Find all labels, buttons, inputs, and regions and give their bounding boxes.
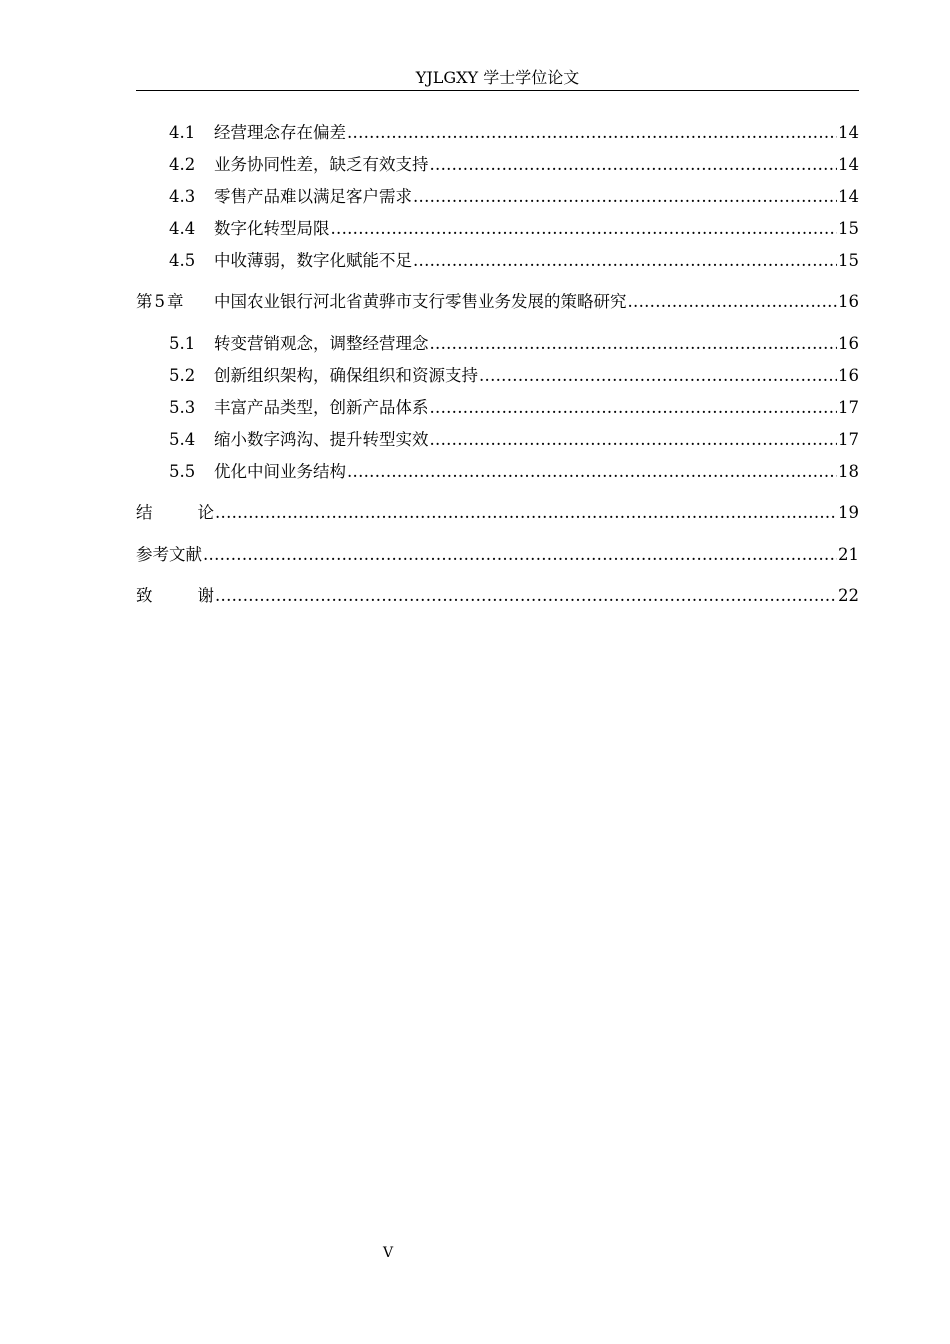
toc-dot-leader [628,290,838,314]
toc-page-number: 21 [838,545,859,564]
toc-dot-leader [413,249,837,273]
toc-section-number: 4.2 [169,155,196,174]
toc-dot-leader [331,217,838,241]
toc-page-number: 17 [838,430,859,449]
toc-section-title: 经营理念存在偏差 [214,123,346,142]
toc-page-number: 16 [838,366,859,385]
toc-section-number: 4.4 [169,219,196,238]
toc-dot-leader [479,364,837,388]
toc-dot-leader [215,584,837,608]
toc-entry-4-1[interactable] [136,121,859,145]
toc-page-number: 14 [838,155,859,174]
toc-entry-4-2[interactable] [136,153,859,177]
toc-dot-leader [430,428,838,452]
toc-entry-acknowledgements[interactable] [136,584,859,608]
toc-dot-leader [430,332,838,356]
toc-dot-leader [430,396,838,420]
toc-chapter-title: 中国农业银行河北省黄骅市支行零售业务发展的策略研究 [214,292,627,311]
toc-entry-5-1[interactable] [136,332,859,356]
toc-entry-5-4[interactable] [136,428,859,452]
toc-page-number: 15 [838,251,859,270]
toc-page-number: 14 [838,123,859,142]
toc-page-number: 19 [838,503,859,522]
toc-entry-5-5[interactable] [136,460,859,484]
toc-entry-references[interactable] [136,543,859,567]
toc-section-title: 丰富产品类型，创新产品体系 [214,398,429,417]
toc-page-number: 15 [838,219,859,238]
page-footer-number: V [382,1245,394,1261]
toc-entry-4-4[interactable] [136,217,859,241]
toc-section-title: 创新组织架构，确保组织和资源支持 [214,366,478,385]
toc-section-title: 零售产品难以满足客户需求 [214,187,412,206]
toc-page-number: 14 [838,187,859,206]
toc-section-number: 5.1 [169,334,196,353]
toc-section-title: 业务协同性差，缺乏有效支持 [214,155,429,174]
toc-dot-leader [413,185,837,209]
toc-section-number: 5.2 [169,366,196,385]
toc-dot-leader [430,153,838,177]
toc-section-number: 4.1 [169,123,196,142]
toc-section-title: 数字化转型局限 [214,219,330,238]
toc-page-number: 16 [838,334,859,353]
toc-section-title: 中收薄弱，数字化赋能不足 [214,251,412,270]
toc-section-number: 5.4 [169,430,196,449]
toc-dot-leader [215,501,837,525]
toc-dot-leader [347,121,837,145]
toc-section-number: 4.5 [169,251,196,270]
toc-dot-leader [203,543,837,567]
toc-conclusion-title: 结 论 [136,503,214,522]
toc-entry-5-2[interactable] [136,364,859,388]
page-header: YJLGXY 学士学位论文 [136,66,859,91]
toc-references-title: 参考文献 [136,545,202,564]
toc-entry-4-5[interactable] [136,249,859,273]
toc-page-number: 17 [838,398,859,417]
toc-chapter-number: 第 5 章 [136,292,184,311]
toc-entry-chapter-5[interactable] [136,290,859,314]
toc-page-number: 18 [838,462,859,481]
toc-section-title: 转变营销观念，调整经营理念 [214,334,429,353]
toc-section-number: 4.3 [169,187,196,206]
toc-page-number: 16 [838,292,859,311]
toc-entry-5-3[interactable] [136,396,859,420]
toc-entry-conclusion[interactable] [136,501,859,525]
toc-entry-4-3[interactable] [136,185,859,209]
toc-dot-leader [347,460,837,484]
toc-section-number: 5.3 [169,398,196,417]
toc-section-number: 5.5 [169,462,196,481]
toc-section-title: 优化中间业务结构 [214,462,346,481]
toc-section-title: 缩小数字鸿沟、提升转型实效 [214,430,429,449]
toc-acknowledgements-title: 致 谢 [136,586,214,605]
toc-page-number: 22 [838,586,859,605]
